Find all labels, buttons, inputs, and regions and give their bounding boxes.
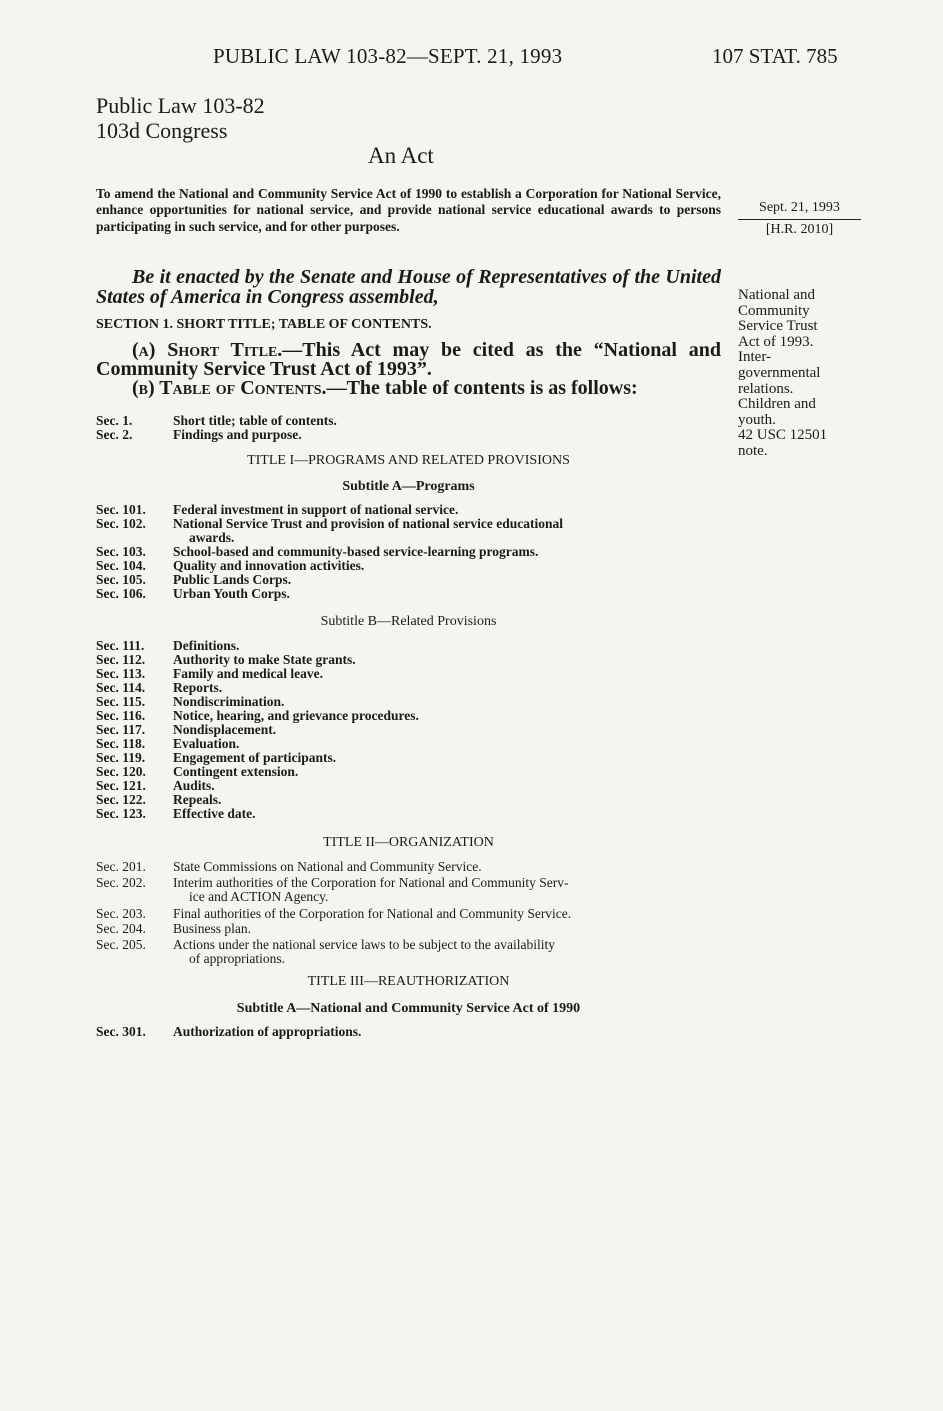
toc-entry: Sec. 121. Audits. xyxy=(96,778,215,793)
toc-entry: Sec. 112. Authority to make State grants. xyxy=(96,652,356,667)
section-1-heading: SECTION 1. SHORT TITLE; TABLE OF CONTENTS. xyxy=(96,317,432,332)
margin-note: National and xyxy=(738,287,816,303)
subtitle-3a-heading: Subtitle A—National and Community Service Act of 1990 xyxy=(236,1001,581,1016)
title-2-heading: TITLE II—ORGANIZATION xyxy=(323,835,494,850)
toc-entry: Sec. 102. xyxy=(96,516,146,531)
toc-entry: Sec. 111. Definitions. xyxy=(96,638,240,653)
title-3-heading: TITLE III—REAUTHORIZATION xyxy=(307,974,510,989)
toc-entry: Sec. 1. Short title; table of contents. xyxy=(96,413,337,428)
toc-entry: Sec. 202. xyxy=(96,875,146,890)
toc-entry: Sec. 103. School-based and community-based service-learning programs. xyxy=(96,544,539,559)
toc-entry: Sec. 101. Federal investment in support of national service. xyxy=(96,502,459,517)
toc-entry: Sec. 106. Urban Youth Corps. xyxy=(96,586,290,601)
short-title-label: (a) Short Title. xyxy=(132,339,283,361)
act-heading: An Act xyxy=(368,143,434,168)
margin-note: relations. xyxy=(738,380,794,397)
margin-date-block xyxy=(738,200,861,238)
public-law-number: Public Law 103-82 xyxy=(96,93,265,118)
margin-rule xyxy=(738,219,861,220)
toc-entry: Sec. 113. Family and medical leave. xyxy=(96,666,323,681)
margin-note: Inter- xyxy=(738,349,772,366)
margin-note: note. xyxy=(738,442,768,459)
margin-note: Act of 1993. xyxy=(738,333,814,350)
toc-entry: Sec. 114. Reports. xyxy=(96,680,223,695)
toc-entry: Sec. 205. xyxy=(96,937,146,952)
margin-notes xyxy=(738,288,856,460)
long-title: To amend the National and Community Service Act of 1990 to establish a Corporation for National Service, enhance opportunities for national service, and provide national service educational awards to persons participating in such service, and for other purposes. xyxy=(96,186,721,234)
margin-note: youth. xyxy=(738,411,776,428)
margin-note: Community xyxy=(738,302,810,319)
subtitle-1a-heading: Subtitle A—Programs xyxy=(342,479,475,494)
toc-entry: Sec. 203. Final authorities of the Corporation for National and Community Service. xyxy=(96,906,572,921)
toc-label: (b) Table of Contents. xyxy=(132,377,327,399)
toc-entry-text: Actions under the national service laws to be subject to the availability of appropriations. xyxy=(173,937,556,966)
bill-number: [H.R. 2010] xyxy=(765,222,834,237)
toc-entry: Sec. 105. Public Lands Corps. xyxy=(96,572,292,587)
toc-entry: Sec. 204. Business plan. xyxy=(96,921,252,936)
toc-entry: Sec. 122. Repeals. xyxy=(96,792,222,807)
toc-entry-text: National Service Trust and provision of national service educational awards. xyxy=(173,516,564,545)
toc-entry: Sec. 120. Contingent extension. xyxy=(96,764,299,779)
short-title-text: —This Act may be cited as the “National and Community Service Trust Act of 1993”. xyxy=(96,339,721,380)
margin-note: governmental xyxy=(738,364,821,381)
toc-entry: Sec. 117. Nondisplacement. xyxy=(96,722,277,737)
margin-note: 42 USC 12501 xyxy=(738,427,828,444)
title-1-heading: TITLE I—PROGRAMS AND RELATED PROVISIONS xyxy=(247,453,570,468)
stat-page-number: 107 STAT. 785 xyxy=(712,44,838,68)
toc-intro-text: —The table of contents is as follows: xyxy=(326,377,638,399)
toc-entry: Sec. 2. Findings and purpose. xyxy=(96,427,302,442)
toc-entry: Sec. 201. State Commissions on National and Community Service. xyxy=(96,859,482,874)
toc-entry: Sec. 115. Nondiscrimination. xyxy=(96,694,285,709)
subtitle-1b-heading: Subtitle B—Related Provisions xyxy=(320,614,497,629)
short-title-paragraph xyxy=(96,341,721,379)
margin-note: Children and xyxy=(738,396,816,413)
toc-entry: Sec. 104. Quality and innovation activities. xyxy=(96,558,365,573)
law-identification xyxy=(96,93,265,143)
running-head: PUBLIC LAW 103-82—SEPT. 21, 1993 xyxy=(213,44,563,68)
toc-entry: Sec. 119. Engagement of participants. xyxy=(96,750,337,765)
table-of-contents-paragraph xyxy=(132,379,721,398)
toc-entry-text: Interim authorities of the Corporation for National and Community Serv- ice and ACTION Agency. xyxy=(173,875,569,904)
margin-note: Service Trust xyxy=(738,318,818,335)
congress-number: 103d Congress xyxy=(96,118,228,143)
toc-entry: Sec. 116. Notice, hearing, and grievance procedures. xyxy=(96,708,419,723)
toc-entry: Sec. 123. Effective date. xyxy=(96,806,256,821)
enacting-clause: Be it enacted by the Senate and House of Representatives of the United States of America in Congress assembled, xyxy=(96,266,721,308)
toc-entry: Sec. 118. Evaluation. xyxy=(96,736,240,751)
enactment-date: Sept. 21, 1993 xyxy=(759,200,840,215)
toc-entry: Sec. 301. Authorization of appropriations. xyxy=(96,1024,362,1039)
